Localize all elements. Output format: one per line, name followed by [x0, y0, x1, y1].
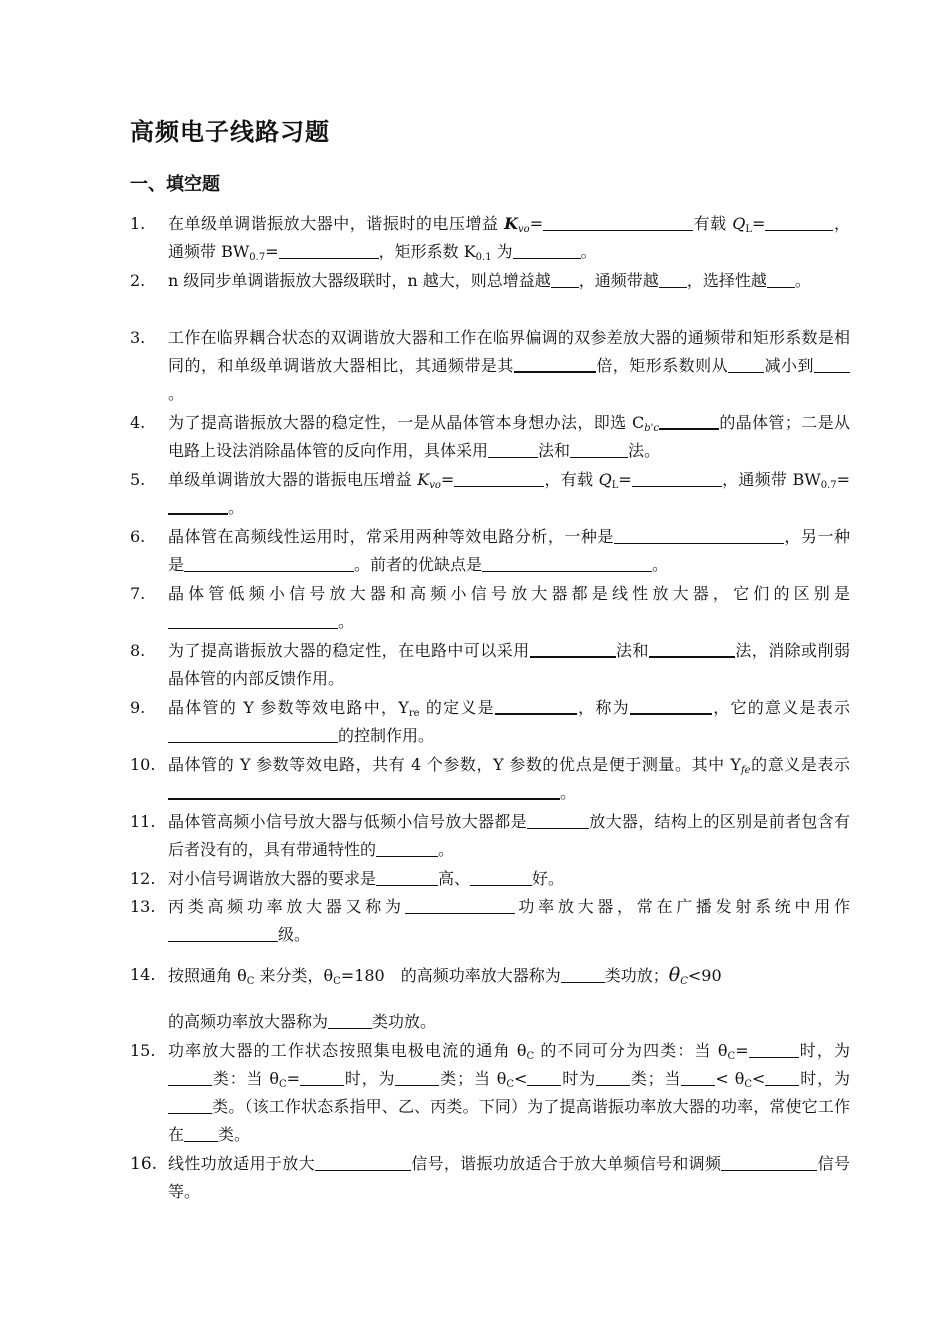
text: 。 — [580, 242, 597, 261]
answer-blank[interactable] — [395, 1067, 439, 1086]
text: K — [504, 214, 519, 233]
question-number: 3. — [130, 328, 146, 347]
answer-blank[interactable] — [184, 553, 354, 572]
text: 线性功放适用于放大 — [168, 1154, 315, 1173]
text: 信号等。 — [168, 1154, 850, 1201]
answer-blank[interactable] — [543, 212, 693, 231]
question-number: 16. — [130, 1154, 158, 1174]
question-number: 5. — [130, 470, 146, 489]
text: 对小信号调谐放大器的要求是 — [168, 869, 377, 888]
text: C — [727, 1051, 736, 1062]
answer-blank[interactable] — [632, 468, 722, 487]
answer-blank[interactable] — [551, 269, 579, 288]
answer-blank[interactable] — [454, 468, 544, 487]
answer-blank[interactable] — [514, 353, 596, 373]
answer-blank[interactable] — [596, 1067, 630, 1086]
text: ，它的意义是表示 — [711, 698, 850, 717]
text: 工作在临界耦合状态的双调谐放大器和工作在临界偏调的双参差放大器的通频带和矩形系数是相同的，和单级单调谐放大器相比，其通频带是其 — [168, 328, 850, 375]
answer-blank[interactable] — [168, 724, 338, 743]
answer-blank[interactable] — [168, 495, 228, 515]
text: = — [265, 242, 279, 261]
answer-blank[interactable] — [728, 354, 764, 373]
text: 减小到 — [764, 356, 814, 375]
text: C — [506, 1079, 515, 1090]
answer-blank[interactable] — [767, 269, 795, 288]
question-4 — [130, 409, 850, 465]
answer-blank[interactable] — [765, 1067, 799, 1086]
text: 的定义是 — [419, 698, 495, 717]
answer-blank[interactable] — [279, 240, 379, 259]
text: 晶体管低频小信号放大器和高频小信号放大器都是线性放大器，它们的区别是 — [168, 584, 850, 603]
question-number: 9. — [130, 698, 146, 717]
answer-blank[interactable] — [470, 867, 532, 886]
text: = — [286, 1069, 301, 1088]
question-2 — [130, 267, 850, 295]
text: < θ — [715, 1069, 745, 1088]
text: C — [680, 976, 688, 987]
page-title: 高频电子线路习题 — [130, 118, 330, 146]
text: 法。 — [628, 441, 661, 460]
text: 为了提高谐振放大器的稳定性，在电路中可以采用 — [168, 641, 530, 660]
question-8 — [130, 637, 850, 693]
question-number: 11. — [130, 812, 156, 831]
answer-blank[interactable] — [814, 354, 850, 373]
answer-blank[interactable] — [300, 1067, 344, 1086]
text: 类功放。 — [372, 1012, 437, 1031]
text: 。 — [560, 783, 577, 802]
question-10 — [130, 751, 850, 807]
text: 类：当 θ — [212, 1069, 279, 1088]
answer-blank[interactable] — [681, 1067, 715, 1086]
text: vo — [429, 480, 441, 491]
question-9 — [130, 694, 850, 750]
text: 晶体管的 Y 参数等效电路，共有 4 个参数，Y 参数的优点是便于测量。其中 Y — [168, 755, 741, 774]
text: 0.1 — [475, 252, 492, 263]
answer-blank[interactable] — [168, 1067, 212, 1086]
text: = — [529, 214, 544, 233]
text: C — [333, 976, 341, 987]
question-6 — [130, 523, 850, 579]
text: 的意义是表示 — [750, 755, 850, 774]
answer-blank[interactable] — [649, 638, 735, 658]
text: 的不同可分为四类：当 θ — [534, 1041, 728, 1060]
answer-blank[interactable] — [527, 1067, 561, 1086]
question-5 — [130, 466, 850, 522]
question-number: 2. — [130, 271, 146, 290]
text: 信号，谐振功放适合于放大单频信号和调频 — [410, 1154, 722, 1173]
text: = — [752, 214, 766, 233]
question-13 — [130, 893, 850, 949]
answer-blank[interactable] — [328, 1010, 372, 1029]
text: 法，消除或削弱晶体管的内部反馈作用。 — [168, 641, 850, 688]
text: = — [618, 470, 632, 489]
text: ，另一种是 — [168, 527, 850, 574]
text: vo — [518, 224, 530, 235]
answer-blank[interactable] — [168, 923, 278, 942]
question-number: 13. — [130, 897, 156, 916]
text: ，有载 — [544, 470, 599, 489]
text: C — [246, 976, 255, 987]
answer-blank[interactable] — [721, 1152, 817, 1171]
text: 类功放； — [604, 966, 669, 985]
text: 功率放大器的工作状态按照集电极电流的通角 θ — [168, 1041, 527, 1060]
answer-blank[interactable] — [765, 212, 833, 231]
text: 在单级单调谐振放大器中，谐振时的电压增益 — [168, 214, 505, 233]
text: <90 — [687, 966, 722, 985]
text: =180 的高频功率放大器称为 — [340, 966, 561, 985]
text: C — [744, 1079, 752, 1090]
text: C — [526, 1051, 535, 1062]
answer-blank[interactable] — [659, 269, 687, 288]
answer-blank[interactable] — [561, 964, 605, 983]
question-12 — [130, 865, 850, 893]
question-number: 6. — [130, 527, 146, 546]
text: 类；当 — [629, 1069, 682, 1088]
text: 来分类，θ — [254, 966, 334, 985]
question-15 — [130, 1037, 850, 1149]
answer-blank[interactable] — [614, 525, 784, 544]
text: 倍，矩形系数则从 — [595, 356, 729, 375]
answer-blank[interactable] — [168, 1095, 212, 1114]
text: 。前者的优缺点是 — [354, 555, 483, 574]
text: 为了提高谐振放大器的稳定性，一是从晶体管本身想办法，即选 C — [168, 413, 645, 432]
text: 的控制作用。 — [338, 726, 435, 745]
text: 晶体管高频小信号放大器与低频小信号放大器都是 — [168, 812, 527, 831]
text: 时，为 — [799, 1069, 850, 1088]
question-16 — [130, 1150, 850, 1206]
text: 。 — [438, 840, 455, 859]
text: 有载 — [693, 214, 733, 233]
text: n 级同步单调谐振放大器级联时，n 越大，则总增益越 — [168, 271, 551, 290]
text: re — [408, 708, 420, 719]
question-number: 15. — [130, 1041, 156, 1060]
text: 。 — [228, 498, 245, 517]
text: L — [611, 480, 619, 491]
text: 0.7 — [249, 252, 266, 263]
text: Q — [598, 470, 612, 489]
answer-blank[interactable] — [376, 867, 438, 886]
text: 的高频功率放大器称为 — [168, 1012, 329, 1031]
question-number: 7. — [130, 584, 146, 603]
text: < — [514, 1069, 528, 1088]
text: 。 — [338, 612, 355, 631]
text: 晶体管的 Y 参数等效电路中，Y — [168, 698, 409, 717]
text: 的晶体管；二是从电路上设法消除晶体管的反向作用，具体采用 — [168, 413, 850, 460]
text: 放大器，结构上的区别是前者包含有后者没有的，具有带通特性的 — [168, 812, 850, 859]
answer-blank[interactable] — [513, 240, 581, 259]
text: θ — [668, 964, 681, 986]
text: 。 — [652, 555, 669, 574]
text: 0.7 — [820, 480, 837, 491]
text: 为 — [491, 242, 513, 261]
answer-blank[interactable] — [659, 410, 719, 430]
text: b'c — [644, 423, 659, 434]
text: 。 — [168, 384, 185, 403]
section-heading: 一、填空题 — [130, 174, 220, 195]
answer-blank[interactable] — [749, 1039, 799, 1058]
text: K — [417, 470, 430, 489]
question-11 — [130, 808, 850, 864]
question-number: 8. — [130, 641, 146, 660]
answer-blank[interactable] — [184, 1123, 218, 1142]
text: 类；当 θ — [439, 1069, 507, 1088]
text: 类。（该工作状态系指甲、乙、丙类。下同）为了提高谐振功率放大器的功率，常使它工作在 — [168, 1097, 850, 1144]
question-7 — [130, 580, 850, 636]
text: 时，为 — [344, 1069, 396, 1088]
text: 时，为 — [798, 1041, 850, 1060]
text: ，矩形系数 K — [378, 242, 476, 261]
question-number: 14. — [130, 965, 156, 984]
answer-blank[interactable] — [482, 553, 652, 572]
answer-blank[interactable] — [530, 638, 616, 658]
text: < — [752, 1069, 766, 1088]
question-number: 10. — [130, 755, 156, 774]
text: 丙类高频功率放大器又称为 — [168, 897, 405, 916]
answer-blank[interactable] — [495, 695, 577, 715]
text: = — [735, 1041, 749, 1060]
text: Q — [732, 214, 746, 233]
text: L — [745, 224, 753, 235]
text: C — [278, 1079, 287, 1090]
text: ，通频带 BW — [168, 214, 850, 261]
question-number: 4. — [130, 413, 146, 432]
text: 好。 — [532, 869, 565, 888]
answer-blank[interactable] — [168, 610, 338, 629]
text: = — [836, 470, 850, 489]
text: 高、 — [438, 869, 471, 888]
question-number: 1. — [130, 214, 146, 233]
answer-blank[interactable] — [315, 1152, 411, 1171]
question-3 — [130, 324, 850, 408]
text: 法和 — [538, 441, 571, 460]
answer-blank[interactable] — [168, 780, 560, 800]
text: 单级单调谐放大器的谐振电压增益 — [168, 470, 418, 489]
question-14 — [130, 961, 850, 1036]
text: 级。 — [278, 925, 311, 944]
text: 类。 — [218, 1125, 251, 1144]
text: 时为 — [561, 1069, 596, 1088]
text: 。 — [794, 271, 811, 290]
answer-blank[interactable] — [630, 695, 712, 715]
text: ，通频带越 — [578, 271, 659, 290]
question-number: 12. — [130, 869, 156, 888]
text: ，选择性越 — [686, 271, 767, 290]
text: 功率放大器，常在广播发射系统中用作 — [514, 897, 850, 916]
question-1 — [130, 210, 850, 266]
answer-blank[interactable] — [488, 439, 538, 458]
text: ，通频带 BW — [721, 470, 821, 489]
text: 晶体管在高频线性运用时，常采用两种等效电路分析，一种是 — [168, 527, 614, 546]
answer-blank[interactable] — [570, 439, 628, 458]
text: fe — [740, 765, 751, 776]
text: 法和 — [615, 641, 649, 660]
text: 按照通角 θ — [168, 966, 247, 985]
answer-blank[interactable] — [527, 810, 589, 829]
answer-blank[interactable] — [405, 895, 515, 914]
text: ，称为 — [576, 698, 630, 717]
text: = — [440, 470, 455, 489]
answer-blank[interactable] — [376, 838, 438, 857]
